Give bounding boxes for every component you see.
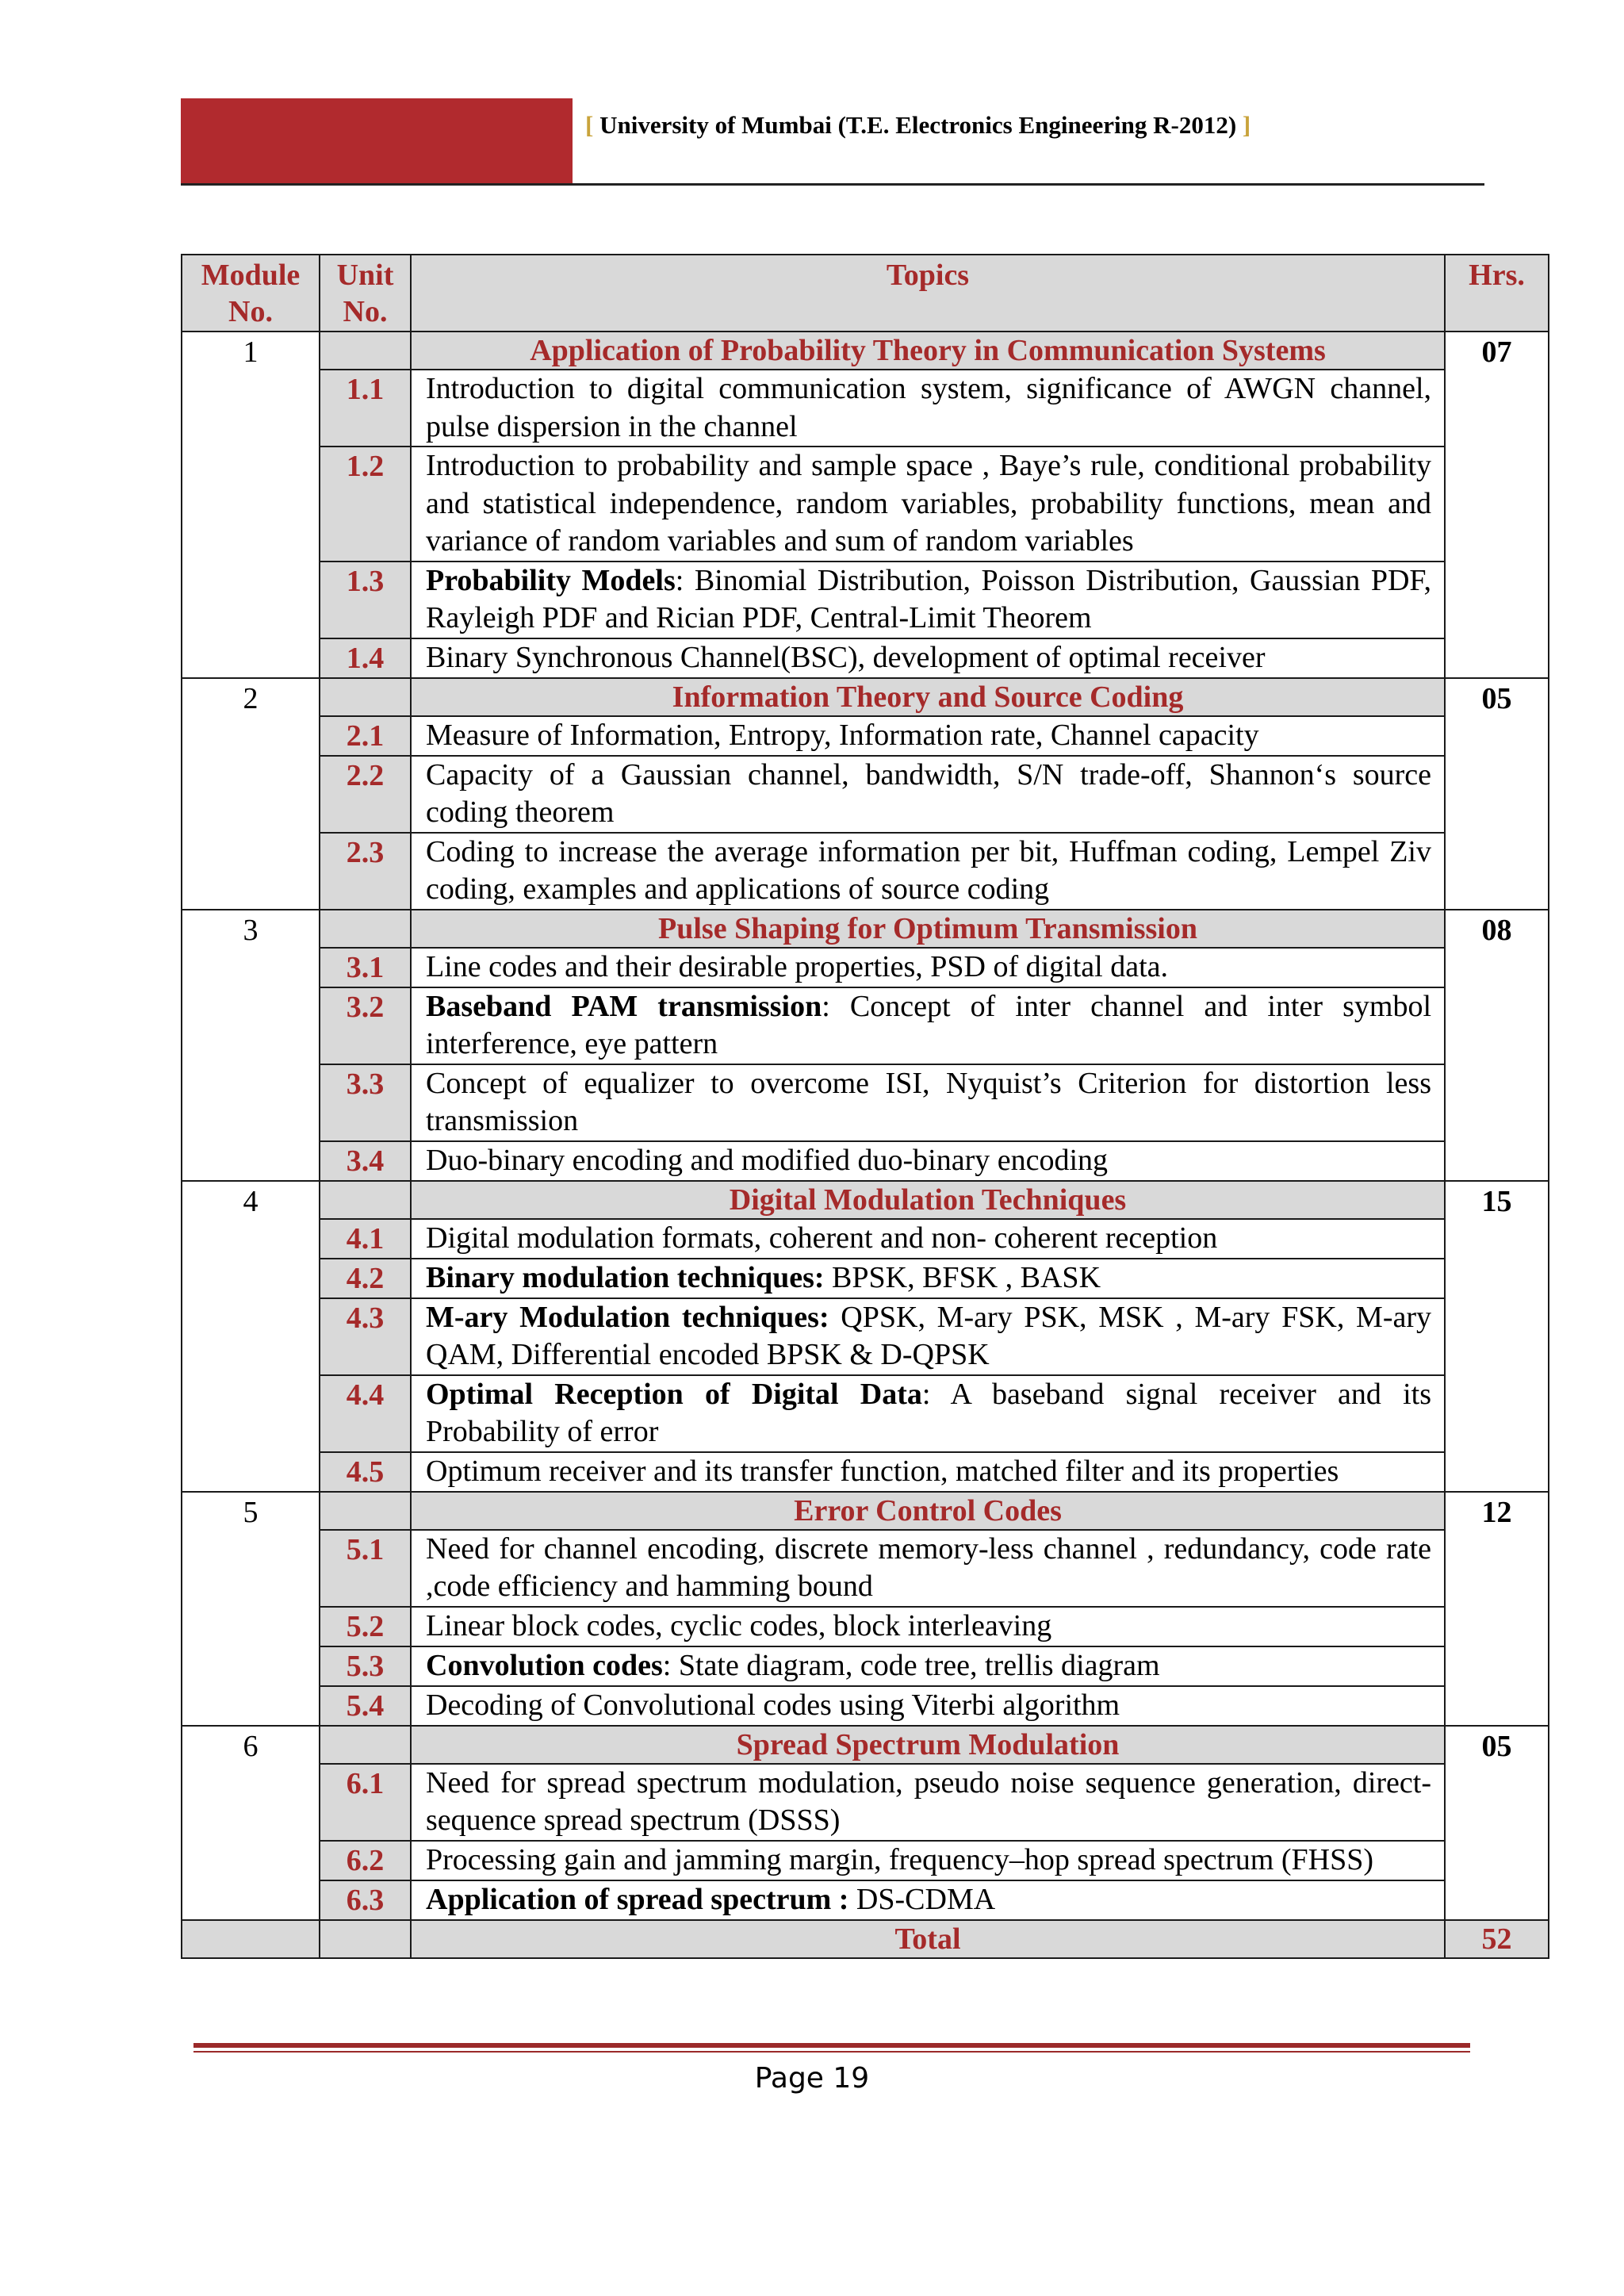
- unit-topic: [411, 1646, 1445, 1686]
- unit-number: 2.1: [320, 716, 411, 756]
- unit-number: 1.2: [320, 447, 411, 562]
- topic-text: Introduction to probability and sample space , Baye’s rule, conditional probability and statistical independence, random variables, probability functions, mean and variance of random variables and sum of random variables: [426, 449, 1431, 558]
- unit-row: [182, 1764, 1549, 1841]
- unit-topic: [411, 1841, 1445, 1880]
- module-title-row: [182, 1492, 1549, 1530]
- unit-topic: [411, 1219, 1445, 1259]
- unit-topic: [411, 638, 1445, 678]
- unit-row: [182, 833, 1549, 910]
- unit-topic: [411, 1880, 1445, 1920]
- total-label: Total: [411, 1920, 1445, 1958]
- footer-rule-thin: [193, 2051, 1470, 2053]
- unit-topic: [411, 1530, 1445, 1607]
- unit-topic: [411, 1607, 1445, 1646]
- unit-row: [182, 1880, 1549, 1920]
- unit-number: 1.4: [320, 638, 411, 678]
- topic-text: : A baseband signal receiver and its Probability of error: [426, 1377, 1431, 1448]
- header-module-no: Module No.: [182, 255, 320, 332]
- header-rule: [181, 183, 1484, 186]
- topic-text: Measure of Information, Entropy, Information rate, Channel capacity: [426, 718, 1259, 752]
- unit-topic: [411, 716, 1445, 756]
- unit-number: 3.2: [320, 987, 411, 1064]
- module-hours: 08: [1445, 910, 1549, 1181]
- header-hrs: Hrs.: [1445, 255, 1549, 332]
- topic-heading: Application of spread spectrum :: [426, 1882, 849, 1916]
- topic-heading: Optimal Reception of Digital Data: [426, 1377, 922, 1411]
- topic-text: Coding to increase the average information per bit, Huffman coding, Lempel Ziv coding, examples and applications of source coding: [426, 834, 1431, 906]
- unit-number: 4.4: [320, 1375, 411, 1452]
- unit-number: 6.2: [320, 1841, 411, 1880]
- topic-text: Binary Synchronous Channel(BSC), development of optimal receiver: [426, 640, 1266, 674]
- unit-row: [182, 1646, 1549, 1686]
- total-hours: 52: [1445, 1920, 1549, 1958]
- unit-number: 4.1: [320, 1219, 411, 1259]
- unit-row: [182, 1686, 1549, 1726]
- unit-topic: [411, 1686, 1445, 1726]
- module-title: Digital Modulation Techniques: [411, 1181, 1445, 1219]
- unit-number: 3.3: [320, 1064, 411, 1141]
- footer-rule: [193, 2043, 1470, 2048]
- topic-text: Duo-binary encoding and modified duo-binary encoding: [426, 1143, 1109, 1177]
- topic-text: : State diagram, code tree, trellis diagram: [662, 1648, 1160, 1682]
- unit-row: [182, 756, 1549, 833]
- topic-text: Decoding of Convolutional codes using Viterbi algorithm: [426, 1688, 1120, 1722]
- unit-row: [182, 1298, 1549, 1375]
- unit-row: [182, 987, 1549, 1064]
- module-hours: 05: [1445, 1726, 1549, 1920]
- topic-text: Optimum receiver and its transfer function, matched filter and its properties: [426, 1454, 1339, 1488]
- unit-number: 3.1: [320, 948, 411, 987]
- header-unit-no: Unit No.: [320, 255, 411, 332]
- unit-topic: [411, 987, 1445, 1064]
- topic-text: BPSK, BFSK , BASK: [824, 1260, 1101, 1294]
- unit-topic: [411, 1452, 1445, 1492]
- module-hours: 15: [1445, 1181, 1549, 1492]
- unit-row: [182, 716, 1549, 756]
- unit-row: [182, 447, 1549, 562]
- unit-row: [182, 1530, 1549, 1607]
- topic-heading: Binary modulation techniques:: [426, 1260, 825, 1294]
- unit-blank-cell: [320, 1492, 411, 1530]
- unit-topic: [411, 1375, 1445, 1452]
- unit-row: [182, 1141, 1549, 1181]
- document-header: [ University of Mumbai (T.E. Electronics Engineering R-2012) ]: [585, 111, 1251, 139]
- unit-row: [182, 948, 1549, 987]
- module-title-row: [182, 678, 1549, 716]
- unit-row: [182, 1841, 1549, 1880]
- total-blank-module: [182, 1920, 320, 1958]
- unit-topic: [411, 370, 1445, 447]
- unit-number: 2.2: [320, 756, 411, 833]
- unit-number: 5.3: [320, 1646, 411, 1686]
- unit-blank-cell: [320, 1181, 411, 1219]
- unit-row: [182, 1607, 1549, 1646]
- header-topics: Topics: [411, 255, 1445, 332]
- module-title: Error Control Codes: [411, 1492, 1445, 1530]
- topic-text: Capacity of a Gaussian channel, bandwidth, S/N trade-off, Shannon‘s source coding theorem: [426, 757, 1431, 829]
- module-title: Spread Spectrum Modulation: [411, 1726, 1445, 1764]
- unit-row: [182, 1219, 1549, 1259]
- unit-topic: [411, 1141, 1445, 1181]
- topic-text: QPSK, M-ary PSK, MSK , M-ary FSK, M-ary QAM, Differential encoded BPSK & D-QPSK: [426, 1300, 1431, 1371]
- unit-topic: [411, 1259, 1445, 1298]
- unit-blank-cell: [320, 910, 411, 948]
- topic-heading: Baseband PAM transmission: [426, 989, 822, 1023]
- module-number: 5: [182, 1492, 320, 1726]
- module-title: Application of Probability Theory in Communication Systems: [411, 332, 1445, 370]
- total-row: [182, 1920, 1549, 1958]
- unit-number: 6.3: [320, 1880, 411, 1920]
- topic-text: Concept of equalizer to overcome ISI, Nyquist’s Criterion for distortion less transmission: [426, 1066, 1431, 1137]
- unit-topic: [411, 948, 1445, 987]
- page-number: Page 19: [754, 2062, 870, 2095]
- syllabus-table: [181, 254, 1549, 1959]
- unit-number: 2.3: [320, 833, 411, 910]
- module-number: 6: [182, 1726, 320, 1920]
- unit-blank-cell: [320, 678, 411, 716]
- header-color-bar: [181, 98, 573, 184]
- module-number: 1: [182, 332, 320, 678]
- unit-number: 4.2: [320, 1259, 411, 1298]
- unit-blank-cell: [320, 332, 411, 370]
- unit-topic: [411, 1298, 1445, 1375]
- topic-text: Introduction to digital communication system, significance of AWGN channel, pulse dispersion in the channel: [426, 372, 1431, 443]
- unit-number: 1.3: [320, 562, 411, 638]
- unit-row: [182, 1452, 1549, 1492]
- unit-topic: [411, 1064, 1445, 1141]
- topic-text: Need for spread spectrum modulation, pseudo noise sequence generation, direct-sequence spread spectrum (DSSS): [426, 1765, 1431, 1837]
- topic-heading: Probability Models: [426, 563, 676, 597]
- unit-number: 5.2: [320, 1607, 411, 1646]
- unit-topic: [411, 1764, 1445, 1841]
- module-title-row: [182, 1726, 1549, 1764]
- module-title-row: [182, 332, 1549, 370]
- topic-heading: Convolution codes: [426, 1648, 663, 1682]
- module-hours: 07: [1445, 332, 1549, 678]
- unit-topic: [411, 447, 1445, 562]
- unit-row: [182, 562, 1549, 638]
- topic-text: DS-CDMA: [848, 1882, 996, 1916]
- unit-row: [182, 370, 1549, 447]
- unit-topic: [411, 756, 1445, 833]
- unit-number: 3.4: [320, 1141, 411, 1181]
- unit-blank-cell: [320, 1726, 411, 1764]
- unit-row: [182, 638, 1549, 678]
- topic-text: Need for channel encoding, discrete memory-less channel , redundancy, code rate ,code efficiency and hamming bound: [426, 1531, 1431, 1603]
- module-title: Pulse Shaping for Optimum Transmission: [411, 910, 1445, 948]
- unit-row: [182, 1259, 1549, 1298]
- module-title-row: [182, 1181, 1549, 1219]
- module-number: 2: [182, 678, 320, 910]
- module-title-row: [182, 910, 1549, 948]
- unit-number: 6.1: [320, 1764, 411, 1841]
- topic-heading: M-ary Modulation techniques:: [426, 1300, 829, 1334]
- unit-number: 5.4: [320, 1686, 411, 1726]
- unit-number: 1.1: [320, 370, 411, 447]
- unit-row: [182, 1375, 1549, 1452]
- unit-number: 4.5: [320, 1452, 411, 1492]
- module-number: 3: [182, 910, 320, 1181]
- module-hours: 12: [1445, 1492, 1549, 1726]
- topic-text: : Concept of inter channel and inter symbol interference, eye pattern: [426, 989, 1431, 1060]
- topic-text: Linear block codes, cyclic codes, block interleaving: [426, 1608, 1052, 1642]
- unit-topic: [411, 562, 1445, 638]
- table-body: [182, 332, 1549, 1958]
- unit-number: 5.1: [320, 1530, 411, 1607]
- module-number: 4: [182, 1181, 320, 1492]
- topic-text: Digital modulation formats, coherent and non- coherent reception: [426, 1221, 1218, 1255]
- unit-row: [182, 1064, 1549, 1141]
- total-blank-unit: [320, 1920, 411, 1958]
- module-title: Information Theory and Source Coding: [411, 678, 1445, 716]
- unit-topic: [411, 833, 1445, 910]
- topic-text: : Binomial Distribution, Poisson Distribution, Gaussian PDF, Rayleigh PDF and Rician PDF, Central-Limit Theorem: [426, 563, 1431, 634]
- module-hours: 05: [1445, 678, 1549, 910]
- unit-number: 4.3: [320, 1298, 411, 1375]
- topic-text: Line codes and their desirable properties, PSD of digital data.: [426, 949, 1169, 983]
- topic-text: Processing gain and jamming margin, frequency–hop spread spectrum (FHSS): [426, 1842, 1374, 1876]
- table-header-row: [182, 255, 1549, 332]
